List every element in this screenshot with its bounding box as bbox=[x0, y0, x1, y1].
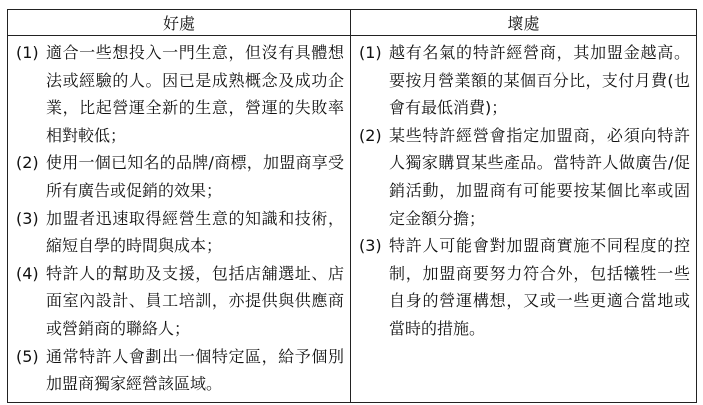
pros-item-text: 加盟者迅速取得經營生意的知識和技術，縮短自學的時間與成本； bbox=[46, 208, 344, 256]
cons-item-number: (2) bbox=[359, 125, 382, 145]
pros-item bbox=[16, 260, 344, 343]
pros-item bbox=[16, 149, 344, 204]
pros-item bbox=[16, 205, 344, 260]
cons-item-text: 越有名氣的特許經營商，其加盟金越高。要按月營業額的某個百分比，支付月費(也會有最低消費)； bbox=[389, 43, 690, 118]
pros-item bbox=[16, 39, 344, 149]
cons-item-text: 特許人可能會對加盟商實施不同程度的控制，加盟商要努力符合外，包括犧牲一些自身的營運構想，又或一些更適合當地或當時的措施。 bbox=[389, 236, 690, 338]
cons-item bbox=[359, 232, 690, 342]
cons-item-number: (1) bbox=[359, 43, 382, 62]
pros-cell bbox=[8, 36, 351, 403]
pros-item-text: 通常特許人會劃出一個特定區，給予個別加盟商獨家經營該區域。 bbox=[46, 346, 344, 394]
pros-item-number: (5) bbox=[16, 346, 39, 366]
cons-item-number: (3) bbox=[359, 236, 382, 256]
cons-header: 壞處 bbox=[351, 10, 697, 36]
pros-item-number: (3) bbox=[16, 208, 39, 228]
cons-item-text: 某些特許經營會指定加盟商，必須向特許人獨家購買某些產品。當特許人做廣告/促銷活動，加盟商有可能要按某個比率或固定金額分擔； bbox=[389, 125, 690, 228]
header-row bbox=[8, 10, 697, 36]
cons-item bbox=[359, 39, 690, 122]
pros-item bbox=[16, 343, 344, 398]
cons-item bbox=[359, 122, 690, 232]
content-row bbox=[8, 36, 697, 403]
pros-item-number: (2) bbox=[16, 153, 39, 173]
pros-item-number: (1) bbox=[16, 43, 39, 62]
pros-item-text: 適合一些想投入一門生意，但沒有具體想法或經驗的人。因已是成熟概念及成功企業，比起營運全新的生意，營運的失敗率相對較低； bbox=[46, 43, 344, 145]
cons-cell bbox=[351, 36, 697, 403]
pros-item-text: 特許人的幫助及支援，包括店舖選址、店面室內設計、員工培訓，亦提供與供應商或營銷商的聯絡人； bbox=[46, 263, 344, 338]
pros-header: 好處 bbox=[8, 10, 351, 36]
pros-item-text: 使用一個已知名的品牌/商標，加盟商享受所有廣告或促銷的效果； bbox=[46, 153, 344, 200]
pros-cons-table bbox=[7, 9, 697, 403]
pros-item-number: (4) bbox=[16, 263, 39, 283]
